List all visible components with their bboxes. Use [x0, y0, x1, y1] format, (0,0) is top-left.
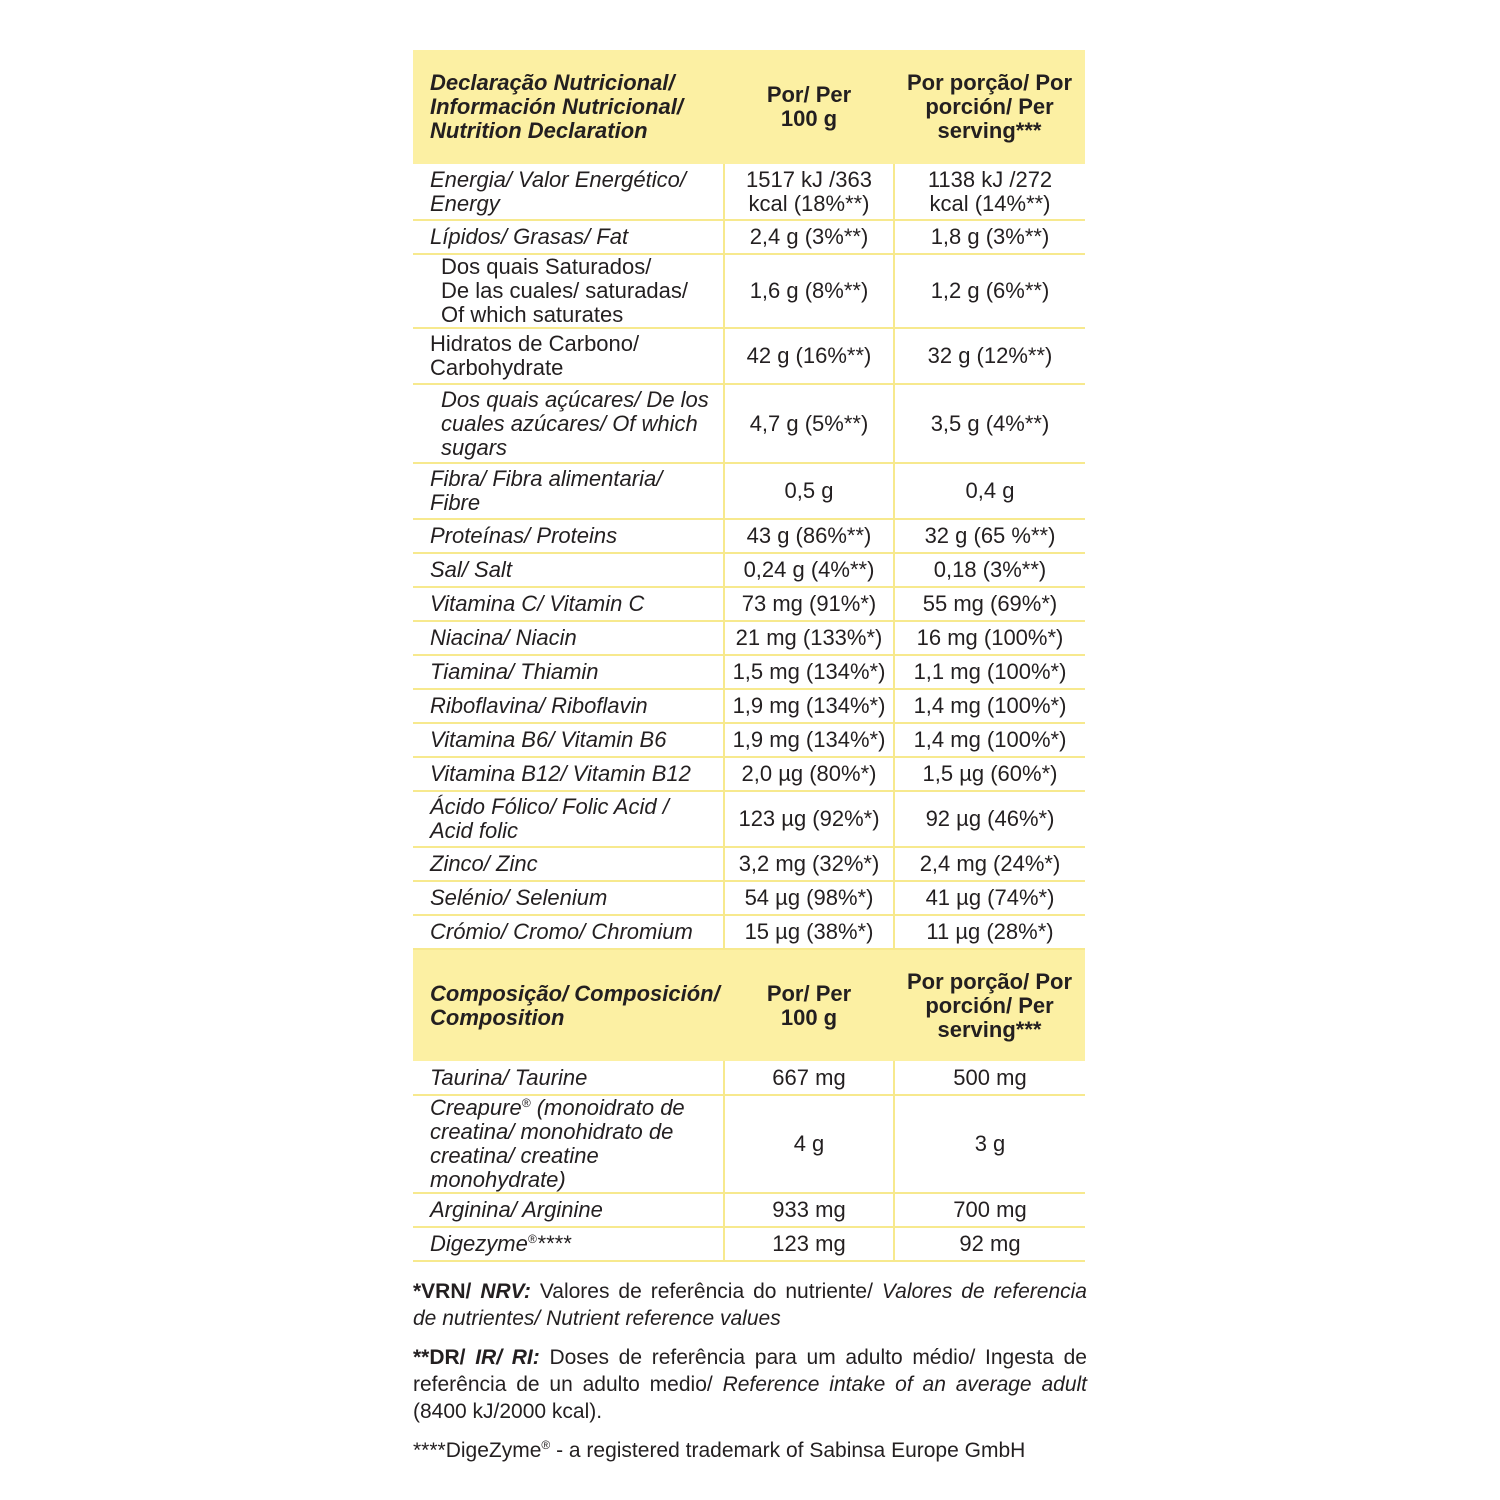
cell-line: 3 g — [974, 1131, 1006, 1156]
cell-line: 123 µg (92%*) — [738, 806, 880, 831]
value-per-100g — [724, 384, 894, 463]
cell-line: 32 g (12%**) — [927, 343, 1053, 368]
cell-line: De las cuales/ saturadas/ — [441, 278, 689, 303]
cell-line: porción/ Per — [925, 992, 1054, 1018]
footnote-vrn: *VRN/ NRV: Valores de referência do nutriente/ Valores de referencia de nutrientes/ Nutrient reference values — [413, 1280, 1087, 1330]
cell-line: cuales azúcares/ Of which — [441, 410, 698, 436]
cell-line: Of which saturates — [441, 302, 624, 327]
value-per-100g — [724, 1095, 894, 1193]
value-per-serving — [894, 881, 1085, 915]
value-per-serving — [894, 1095, 1085, 1193]
table-row — [413, 463, 1085, 519]
composition-header-row — [413, 949, 1085, 1061]
nutrient-label — [413, 655, 724, 689]
nutrient-label — [413, 847, 724, 881]
table-row — [413, 791, 1085, 847]
registered-mark: ® — [527, 1232, 537, 1246]
cell-line: Riboflavina/ Riboflavin — [430, 693, 648, 718]
cell-line: 11 µg (28%*) — [926, 919, 1054, 944]
value-per-serving — [894, 723, 1085, 757]
cell-line: Nutrition Declaration — [430, 118, 648, 143]
value-per-serving — [894, 587, 1085, 621]
cell-line: Creapure — [430, 1095, 522, 1120]
value-per-serving — [894, 847, 1085, 881]
table-row — [413, 915, 1085, 949]
value-per-serving — [894, 254, 1085, 328]
cell-line: 1,4 mg (100%*) — [913, 727, 1067, 752]
cell-line: 92 mg — [959, 1231, 1021, 1256]
footnote-trademark: ****DigeZyme® - a registered trademark of Sabinsa Europe GmbH — [413, 1438, 1026, 1462]
value-per-100g — [724, 723, 894, 757]
cell-line: Acid folic — [430, 818, 519, 843]
value-per-100g — [724, 553, 894, 587]
footnotes — [413, 1278, 1087, 1476]
value-per-serving — [894, 463, 1085, 519]
value-per-serving — [894, 1193, 1085, 1227]
table-row — [413, 621, 1085, 655]
cell-line: 1517 kJ /363 — [746, 166, 872, 192]
cell-line: kcal (18%**) — [748, 190, 870, 216]
cell-line: Dos quais açúcares/ De los — [441, 386, 709, 412]
cell-line: Selénio/ Selenium — [430, 885, 608, 910]
cell-line: Fibra/ Fibra alimentaria/ — [430, 466, 663, 491]
cell-line: Composition — [430, 1004, 565, 1030]
value-per-100g — [724, 757, 894, 791]
cell-line: 0,4 g — [965, 478, 1015, 503]
nutrient-label — [413, 463, 724, 519]
cell-line: Energia/ Valor Energético/ — [430, 166, 686, 192]
cell-line: 1,5 mg (134%*) — [732, 659, 886, 684]
cell-line: 2,4 g (3%**) — [749, 224, 869, 249]
cell-line: kcal (14%**) — [929, 190, 1051, 216]
cell-line: Tiamina/ Thiamin — [430, 659, 599, 684]
header-label — [413, 50, 724, 164]
header-per-100g — [724, 50, 894, 164]
cell-line: Carbohydrate — [430, 355, 564, 380]
cell-line: 500 mg — [953, 1064, 1027, 1090]
table-row — [413, 847, 1085, 881]
nutrient-label — [413, 723, 724, 757]
value-per-serving — [894, 384, 1085, 463]
value-per-100g — [724, 519, 894, 553]
cell-line: Niacina/ Niacin — [430, 625, 577, 650]
cell-line: Fibre — [430, 490, 481, 515]
table-row — [413, 328, 1085, 384]
cell-line: 4 g — [793, 1131, 825, 1156]
cell-line: Información Nutricional/ — [430, 94, 684, 119]
header-per-100g — [724, 949, 894, 1061]
nutrient-label — [413, 328, 724, 384]
value-per-serving — [894, 164, 1085, 220]
cell-line: 92 µg (46%*) — [925, 806, 1055, 831]
table-row — [413, 757, 1085, 791]
value-per-100g — [724, 1061, 894, 1095]
cell-line: Energy — [430, 190, 500, 216]
nutrient-label — [413, 1193, 724, 1227]
cell-line: Composição/ Composición/ — [430, 980, 720, 1006]
cell-line: Hidratos de Carbono/ — [430, 331, 640, 356]
table-row — [413, 587, 1085, 621]
value-per-100g — [724, 254, 894, 328]
cell-line: Proteínas/ Proteins — [430, 523, 618, 548]
value-per-serving — [894, 757, 1085, 791]
nutrient-label — [413, 220, 724, 254]
value-per-100g — [724, 463, 894, 519]
cell-line: 0,5 g — [784, 478, 834, 503]
cell-line: Lípidos/ Grasas/ Fat — [430, 224, 629, 249]
cell-line: 1,1 mg (100%*) — [913, 659, 1067, 684]
nutrient-label — [413, 1227, 724, 1261]
cell-line: creatina/ creatine monohydrate) — [430, 1143, 599, 1192]
cell-line: 1,9 mg (134%*) — [732, 727, 886, 752]
table-row — [413, 655, 1085, 689]
table-row — [413, 1193, 1085, 1227]
nutrient-label — [413, 254, 724, 328]
value-per-100g — [724, 915, 894, 949]
value-per-100g — [724, 621, 894, 655]
table-row — [413, 553, 1085, 587]
cell-line: 2,4 mg (24%*) — [919, 851, 1061, 876]
cell-line: 933 mg — [772, 1197, 846, 1222]
cell-line: Dos quais Saturados/ — [441, 254, 652, 279]
cell-line: 16 mg (100%*) — [916, 625, 1064, 650]
value-per-100g — [724, 1227, 894, 1261]
cell-line: Por/ Per — [766, 82, 852, 107]
cell-line: 123 mg — [772, 1231, 846, 1256]
cell-line: serving*** — [937, 118, 1042, 143]
table-row — [413, 689, 1085, 723]
cell-line: Ácido Fólico/ Folic Acid / — [430, 794, 669, 819]
cell-line: 2,0 µg (80%*) — [741, 761, 877, 786]
nutrient-label — [413, 621, 724, 655]
nutrient-label — [413, 519, 724, 553]
cell-line: **** — [536, 1231, 571, 1256]
cell-line: 700 mg — [953, 1197, 1027, 1222]
cell-line: 21 mg (133%*) — [735, 625, 883, 650]
table-row — [413, 384, 1085, 463]
header-per-serving — [894, 949, 1085, 1061]
cell-line: Digezyme — [430, 1231, 528, 1256]
value-per-100g — [724, 689, 894, 723]
value-per-serving — [894, 1061, 1085, 1095]
table-row — [413, 1227, 1085, 1261]
value-per-serving — [894, 791, 1085, 847]
cell-line: 3,2 mg (32%*) — [738, 851, 880, 876]
cell-line: (monoidrato de — [536, 1095, 685, 1120]
cell-line: 100 g — [780, 1004, 838, 1030]
value-per-100g — [724, 587, 894, 621]
cell-line: Por porção/ Por — [906, 968, 1073, 994]
cell-line: Arginina/ Arginine — [430, 1197, 603, 1222]
table-row — [413, 881, 1085, 915]
value-per-serving — [894, 220, 1085, 254]
cell-line: 1,9 mg (134%*) — [732, 693, 886, 718]
cell-line: Por porção/ Por — [906, 70, 1073, 95]
cell-line: Crómio/ Cromo/ Chromium — [430, 919, 693, 944]
cell-line: 41 µg (74%*) — [925, 885, 1055, 910]
table-row — [413, 164, 1085, 220]
footnote-dr: **DR/ IR/ RI: Doses de referência para um adulto médio/ Ingesta de referência de un adulto medio/ Reference intake of an average adult (8400 kJ/2000 kcal). — [413, 1346, 1087, 1423]
cell-line: 32 g (65 %**) — [924, 523, 1056, 548]
cell-line: 1,6 g (8%**) — [749, 278, 869, 303]
value-per-100g — [724, 1193, 894, 1227]
cell-line: 15 µg (38%*) — [744, 919, 874, 944]
nutrition-header-row — [413, 50, 1085, 164]
nutrient-label — [413, 915, 724, 949]
nutrient-label — [413, 587, 724, 621]
value-per-100g — [724, 220, 894, 254]
table-row — [413, 723, 1085, 757]
value-per-100g — [724, 791, 894, 847]
cell-line: 0,18 (3%**) — [933, 557, 1047, 582]
cell-line: 3,5 g (4%**) — [930, 410, 1050, 436]
cell-line: serving*** — [937, 1016, 1042, 1042]
nutrition-table-panel — [413, 50, 1085, 1262]
nutrient-label — [413, 553, 724, 587]
cell-line: porción/ Per — [925, 94, 1054, 119]
value-per-100g — [724, 328, 894, 384]
value-per-serving — [894, 519, 1085, 553]
value-per-serving — [894, 915, 1085, 949]
nutrient-label — [413, 689, 724, 723]
cell-line: 1,8 g (3%**) — [930, 224, 1050, 249]
cell-line: 54 µg (98%*) — [744, 885, 874, 910]
cell-line: 667 mg — [772, 1064, 846, 1090]
value-per-serving — [894, 621, 1085, 655]
nutrient-label — [413, 1061, 724, 1095]
cell-line: Zinco/ Zinc — [430, 851, 538, 876]
cell-line: 100 g — [780, 106, 838, 131]
cell-line: 1,2 g (6%**) — [930, 278, 1050, 303]
header-per-serving — [894, 50, 1085, 164]
table-row — [413, 220, 1085, 254]
cell-line: 1,5 µg (60%*) — [922, 761, 1058, 786]
value-per-100g — [724, 655, 894, 689]
cell-line: creatina/ monohidrato de — [430, 1119, 674, 1144]
cell-line: Declaração Nutricional/ — [430, 70, 675, 95]
value-per-serving — [894, 328, 1085, 384]
cell-line: Taurina/ Taurine — [430, 1064, 588, 1090]
nutrient-label — [413, 791, 724, 847]
cell-line: 55 mg (69%*) — [922, 591, 1058, 616]
cell-line: 0,24 g (4%**) — [743, 557, 875, 582]
nutrition-table — [413, 50, 1085, 1262]
value-per-100g — [724, 847, 894, 881]
cell-line: sugars — [441, 434, 508, 460]
cell-line: Por/ Per — [766, 980, 852, 1006]
value-per-100g — [724, 164, 894, 220]
value-per-serving — [894, 1227, 1085, 1261]
cell-line: 1,4 mg (100%*) — [913, 693, 1067, 718]
table-row — [413, 254, 1085, 328]
cell-line: 42 g (16%**) — [746, 343, 872, 368]
nutrient-label — [413, 881, 724, 915]
table-row — [413, 1095, 1085, 1193]
value-per-serving — [894, 689, 1085, 723]
header-label — [413, 949, 724, 1061]
nutrient-label — [413, 384, 724, 463]
cell-line: Vitamina B6/ Vitamin B6 — [430, 727, 667, 752]
cell-line: 43 g (86%**) — [746, 523, 872, 548]
table-row — [413, 519, 1085, 553]
nutrient-label — [413, 757, 724, 791]
registered-mark: ® — [521, 1096, 531, 1110]
cell-line: Sal/ Salt — [430, 557, 512, 582]
value-per-serving — [894, 553, 1085, 587]
value-per-serving — [894, 655, 1085, 689]
value-per-100g — [724, 881, 894, 915]
nutrient-label — [413, 1095, 724, 1193]
cell-line: 4,7 g (5%**) — [749, 410, 869, 436]
nutrient-label — [413, 164, 724, 220]
cell-line: Vitamina B12/ Vitamin B12 — [430, 761, 691, 786]
cell-line: Vitamina C/ Vitamin C — [430, 591, 645, 616]
cell-line: 73 mg (91%*) — [741, 591, 877, 616]
table-row — [413, 1061, 1085, 1095]
cell-line: 1138 kJ /272 — [927, 166, 1053, 192]
